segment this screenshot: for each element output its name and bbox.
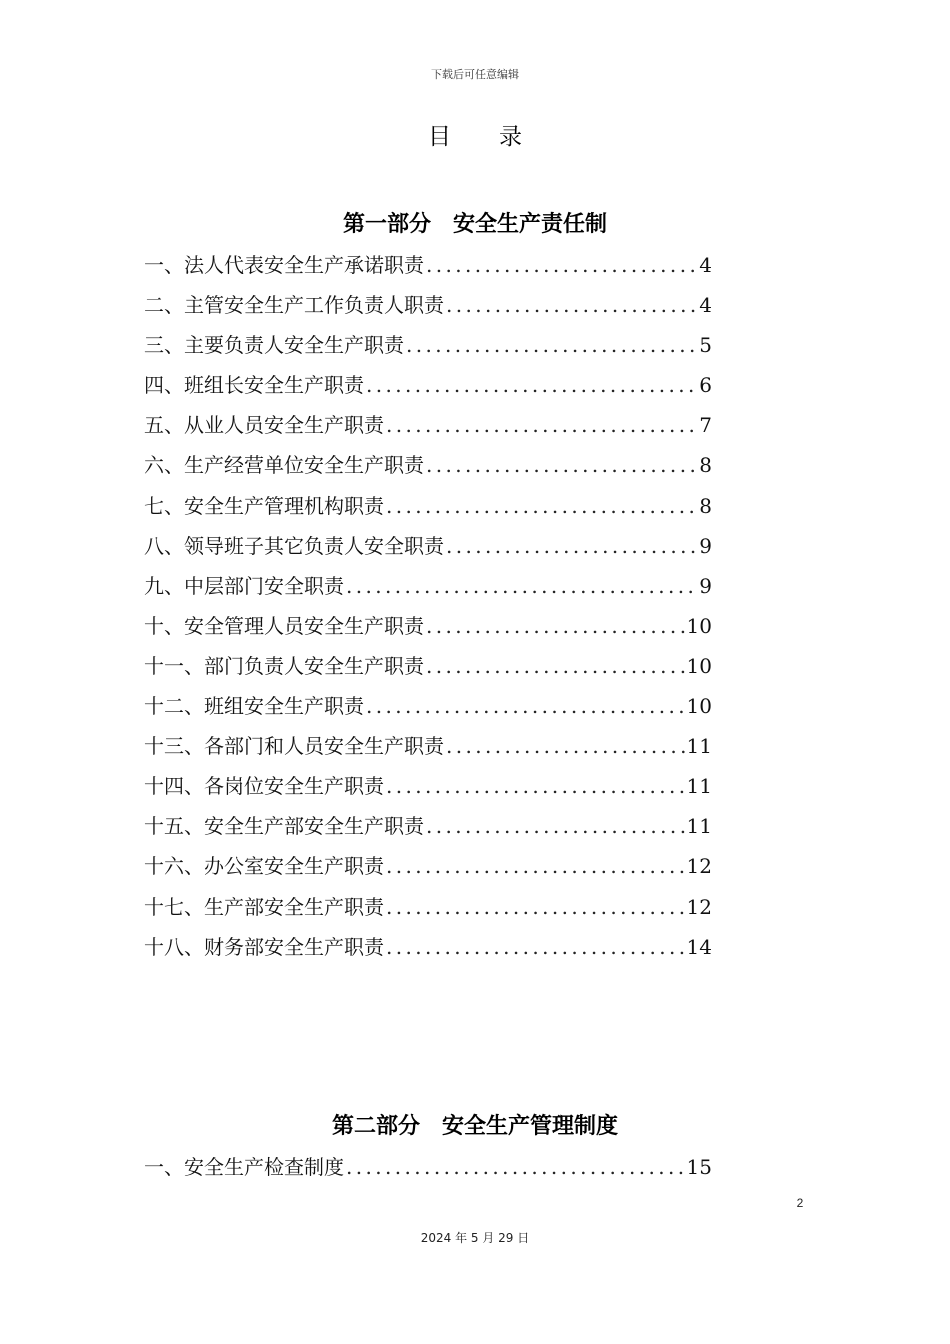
toc-leader-dots <box>444 288 699 322</box>
toc-entry-page: 6 <box>699 373 712 398</box>
toc-entry[interactable] <box>144 368 712 408</box>
toc-entry-label: 十八、财务部安全生产职责 <box>144 934 384 959</box>
toc-entry-label: 十四、各岗位安全生产职责 <box>144 774 384 799</box>
toc-leader-dots <box>424 649 687 683</box>
toc-entry[interactable] <box>144 448 712 488</box>
toc-entry[interactable] <box>144 769 712 809</box>
toc-entry[interactable] <box>144 248 712 288</box>
toc-entry-page: 9 <box>699 573 712 598</box>
toc-entry-page: 11 <box>686 814 712 839</box>
toc-entry[interactable] <box>144 689 712 729</box>
toc-entry-label: 七、安全生产管理机构职责 <box>144 493 384 518</box>
toc-entry-page: 7 <box>699 413 712 438</box>
toc-leader-dots <box>444 529 699 563</box>
toc-entry[interactable] <box>144 1150 712 1190</box>
toc-entry-page: 12 <box>686 894 712 919</box>
toc-leader-dots <box>364 368 699 402</box>
toc-entry[interactable] <box>144 529 712 569</box>
header-note: 下载后可任意编辑 <box>431 68 519 81</box>
page-number: 2 <box>796 1196 804 1210</box>
toc-entry[interactable] <box>144 930 712 970</box>
toc-entry-label: 十五、安全生产部安全生产职责 <box>144 814 424 839</box>
toc-entry-label: 十一、部门负责人安全生产职责 <box>144 653 424 678</box>
toc-entry-page: 10 <box>686 694 712 719</box>
toc-entry[interactable] <box>144 408 712 448</box>
toc-part-two-list <box>144 1150 712 1190</box>
toc-entry-page: 9 <box>699 533 712 558</box>
toc-entry-label: 六、生产经营单位安全生产职责 <box>144 453 424 478</box>
toc-entry-label: 五、从业人员安全生产职责 <box>144 413 384 438</box>
toc-leader-dots <box>384 489 699 523</box>
toc-leader-dots <box>424 448 699 482</box>
toc-entry-label: 四、班组长安全生产职责 <box>144 373 364 398</box>
toc-entry[interactable] <box>144 609 712 649</box>
toc-leader-dots <box>424 809 687 843</box>
toc-leader-dots <box>384 890 687 924</box>
toc-entry-label: 九、中层部门安全职责 <box>144 573 344 598</box>
toc-entry[interactable] <box>144 890 712 930</box>
toc-entry[interactable] <box>144 649 712 689</box>
toc-entry[interactable] <box>144 809 712 849</box>
part-one-heading: 第一部分 安全生产责任制 <box>342 212 607 237</box>
toc-entry[interactable] <box>144 849 712 889</box>
toc-entry-label: 十二、班组安全生产职责 <box>144 694 364 719</box>
toc-entry-label: 十、安全管理人员安全生产职责 <box>144 613 424 638</box>
toc-leader-dots <box>384 849 687 883</box>
toc-entry-page: 14 <box>686 934 712 959</box>
toc-entry[interactable] <box>144 328 712 368</box>
toc-entry-page: 4 <box>699 293 712 318</box>
toc-entry-page: 11 <box>686 774 712 799</box>
toc-entry[interactable] <box>144 729 712 769</box>
toc-entry-label: 一、法人代表安全生产承诺职责 <box>144 253 424 277</box>
toc-entry-page: 8 <box>699 453 712 478</box>
toc-entry-label: 十七、生产部安全生产职责 <box>144 894 384 919</box>
toc-leader-dots <box>344 1150 687 1184</box>
toc-leader-dots <box>384 930 687 964</box>
toc-entry-label: 八、领导班子其它负责人安全职责 <box>144 533 444 558</box>
toc-entry-page: 11 <box>686 734 712 759</box>
toc-entry-page: 10 <box>686 653 712 678</box>
toc-entry-page: 12 <box>686 854 712 879</box>
footer-date: 2024 年 5 月 29 日 <box>420 1231 530 1245</box>
page-title: 目录 <box>428 124 570 150</box>
toc-entry-page: 4 <box>699 253 712 277</box>
toc-leader-dots <box>424 609 687 643</box>
toc-leader-dots <box>364 689 687 723</box>
toc-entry[interactable] <box>144 288 712 328</box>
toc-leader-dots <box>404 328 699 362</box>
toc-entry-page: 10 <box>686 613 712 638</box>
toc-entry[interactable] <box>144 569 712 609</box>
toc-entry-label: 三、主要负责人安全生产职责 <box>144 333 404 358</box>
toc-entry-label: 十六、办公室安全生产职责 <box>144 854 384 879</box>
part-two-heading: 第二部分 安全生产管理制度 <box>331 1114 618 1139</box>
toc-leader-dots <box>384 769 687 803</box>
toc-entry-label: 一、安全生产检查制度 <box>144 1155 344 1179</box>
toc-leader-dots <box>444 729 687 763</box>
toc-entry-label: 十三、各部门和人员安全生产职责 <box>144 734 444 759</box>
toc-leader-dots <box>344 569 699 603</box>
toc-entry-page: 8 <box>699 493 712 518</box>
toc-leader-dots <box>424 248 699 282</box>
toc-part-one-list <box>144 248 712 970</box>
toc-entry[interactable] <box>144 489 712 529</box>
toc-leader-dots <box>384 408 699 442</box>
toc-entry-label: 二、主管安全生产工作负责人职责 <box>144 293 444 318</box>
toc-entry-page: 5 <box>699 333 712 358</box>
toc-entry-page: 15 <box>686 1155 712 1179</box>
